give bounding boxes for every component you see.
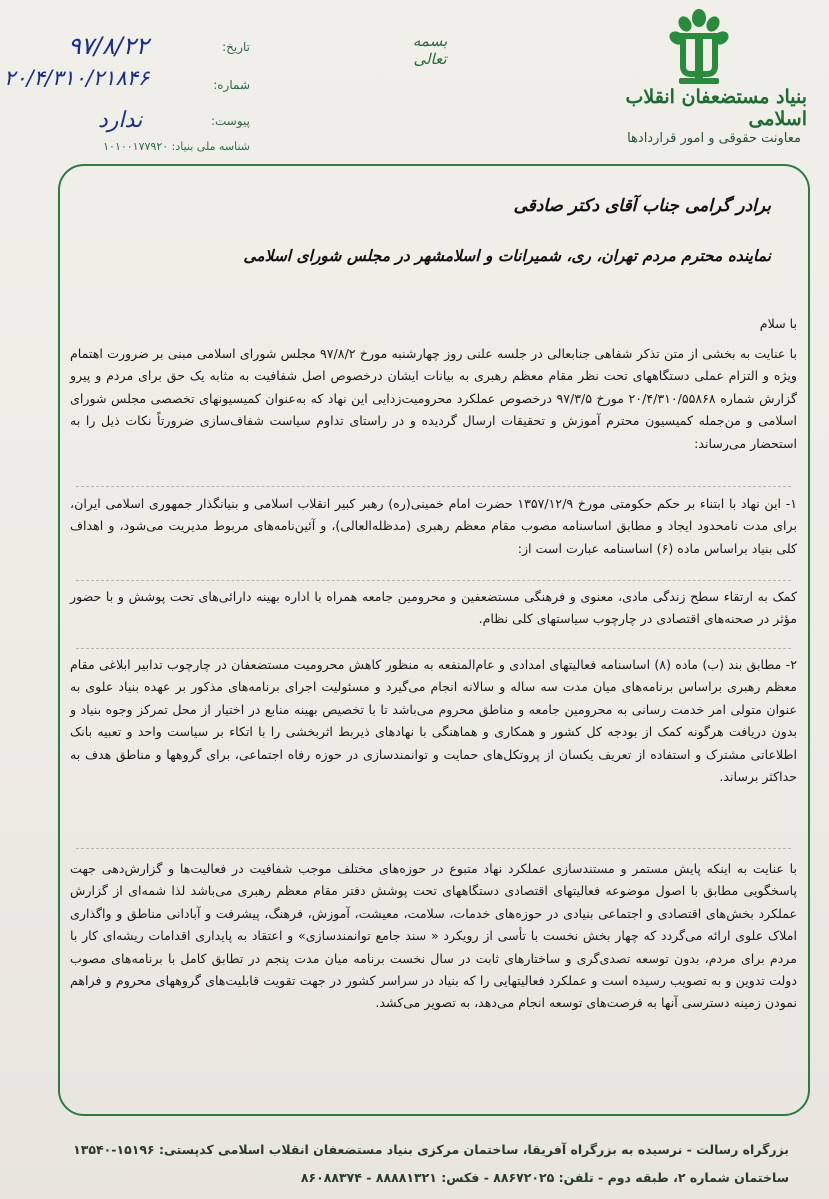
paragraph-text: با عنایت به اینکه پایش مستمر و مستندسازی عملکرد نهاد متبوع در حوزه‌های مختلف موجب شفافیت در فعالیت‌ها و گزارش‌دهی جهت پاسخگویی مطابق با اصول موضوعه فعالیتهای اقتصادی دستگاههای تحت پوشش دفتر مقام معظم رهبری می‌باشد لذا شمه‌ای از گزارش عملکرد بخش‌های اقتصادی و اجتماعی بنیادی در حوزه‌های خدمات، سلامت، معیشت، آموزش، فرهنگ، پیشرفت و آبادانی مناطق و واگذاری املاک علوی ارائه می‌گردد که چهار بخش نخست با تأسی از رویکرد « سند جامع توانمندسازی» و اعتقاد به پایداری اقدامات ریشه‌ای کار با مردم برای مردم، بدون توسعه تصدی‌گری و ساختارهای ثابت در سال نخست برنامه میان مدت پنجم در تطابق کامل با برنامه‌های مصوب دولت تدوین و به تصویب رسیده است و عملکرد فعالیتهایی را که بنیاد در سراسر کشور در جهت تقویت قابلیت‌های گروههای محروم و فراهم نمودن زمینه دسترسی آنها به فرصت‌های توسعه انجام می‌دهد، به تصویر می‌کشد. <box>70 861 797 1011</box>
foundation-logo-icon <box>657 6 741 90</box>
recipient-line-2: نماینده محترم مردم تهران، ری، شمیرانات و اسلامشهر در مجلس شورای اسلامی <box>243 246 771 265</box>
recipient-line-1: برادر گرامی جناب آقای دکتر صادقی <box>513 196 771 216</box>
paragraph-text: ۱- این نهاد با ابتناء بر حکم حکومتی مورخ ۱۳۵۷/۱۲/۹ حضرت امام خمینی(ره) رهبر کبیر انقلاب اسلامی و بنیانگذار جمهوری اسلامی ایران، برای مدت نامحدود ایجاد و مطابق اساسنامه مصوب مقام معظم رهبری (مدظله‌العالی)، و آئین‌نامه‌های مربوط مدیریت می‌شود، و اهداف کلی بنیاد براساس ماده (۶) اساسنامه عبارت است از: <box>70 496 798 556</box>
department-name: معاونت حقوقی و امور قراردادها <box>627 131 801 146</box>
attachment-field <box>18 108 250 136</box>
attachment-label: پیوست: <box>210 114 250 128</box>
footer-address: بزرگراه رسالت - نرسیده به بزرگراه آفریقا، ساختمان مرکزی بنیاد مستضعفان انقلاب اسلامی کدپستی: ۱۵۱۹۶-۱۳۵۴۰ <box>73 1142 789 1157</box>
date-field <box>18 32 250 60</box>
paragraph-text: ۲- مطابق بند (ب) ماده (۸) اساسنامه فعالیتهای امدادی و عام‌المنفعه به منظور کاهش محرومیت مستضعفان در چارچوب تدابیر ابلاغی مقام معظم رهبری براساس برنامه‌های میان مدت سه ساله و سالانه انجام می‌گیرد و مسئولیت اجرای برنامه‌های مذکور بر عهده بنیاد علوی به عنوان متولی امر خدمت رسانی به محرومین جامعه و مناطق محروم می‌باشد تا با تخصیص بهینه منابع در اختیار از محل تمرکز وجوه بنیاد و بدون دریافت هرگونه کمک از بودجه کل کشور و همکاری و هماهنگی با نهادهای ذیربط اثربخشی را با اتکاء بر سیاست واحد و تعبیه بانک اطلاعاتی مشترک و استفاده از تعریف یکسان از پروتکل‌های حمایت و توانمندسازی در حوزه رفاه اجتماعی، برای گروهها و مناطق هدف به حداکثر برساند. <box>70 657 797 785</box>
paragraph-2 <box>70 493 797 560</box>
date-label: تاریخ: <box>222 40 250 54</box>
separator <box>76 486 791 487</box>
paragraph-4 <box>70 654 797 788</box>
paragraph-text: کمک به ارتقاء سطح زندگی مادی، معنوی و فرهنگی مستضعفین و محرومین جامعه همراه با اداره بهینه دارائی‌های تحت پوشش و با حضور مؤثر در صحنه‌های اقتصادی در چارچوب سیاستهای کلی نظام. <box>70 589 797 627</box>
footer-phone: ساختمان شماره ۲، طبقه دوم - تلفن: ۸۸۶۷۲۰۲۵ - فکس: ۸۸۸۸۱۳۲۱ - ۸۶۰۸۸۳۷۴ <box>300 1170 789 1185</box>
separator <box>76 848 791 849</box>
number-value: ۲۰/۴/۳۱۰/۲۱۸۴۶ <box>4 66 150 90</box>
greeting <box>70 313 797 335</box>
paragraph-1 <box>70 343 797 455</box>
attachment-value: ندارد <box>98 108 143 133</box>
national-id: شناسه ملی بنیاد: ۱۰۱۰۰۱۷۷۹۲۰ <box>103 140 250 153</box>
paragraph-3 <box>70 586 797 631</box>
greeting-text: با سلام <box>759 316 797 331</box>
basmala: بسمه تعالی <box>412 32 448 68</box>
paragraph-text: با عنایت به بخشی از متن تذکر شفاهی جنابعالی در جلسه علنی روز چهارشنبه مورخ ۹۷/۸/۲ مجلس شورای اسلامی مبنی بر ضرورت اهتمام ویژه و التزام عملی دستگاههای تحت نظر مقام معظم رهبری به بیانات ایشان درخصوص اصل شفافیت به مثابه یک حق برای مردم و پیرو گزارش شماره ۲۰/۴/۳۱۰/۵۵۸۶۸ مورخ ۹۷/۳/۵ درخصوص عملکرد محرومیت‌زدایی این نهاد که به‌عنوان کمیسیونهای تخصصی مجلس شورای اسلامی و من‌جمله کمیسیون محترم آموزش و تحقیقات ارسال گردیده و در راستای تداوم سیاست شفاف‌سازی ضرورتاً نکات ذیل را به استحضار می‌رساند: <box>70 346 797 451</box>
separator <box>76 648 791 649</box>
organization-name: بنیاد مستضعفان انقلاب اسلامی <box>625 86 807 130</box>
separator <box>76 580 791 581</box>
number-field <box>4 66 250 94</box>
date-value: ۹۷/۸/۲۲ <box>68 32 149 60</box>
paragraph-5 <box>70 858 797 1015</box>
number-label: شماره: <box>213 78 250 92</box>
